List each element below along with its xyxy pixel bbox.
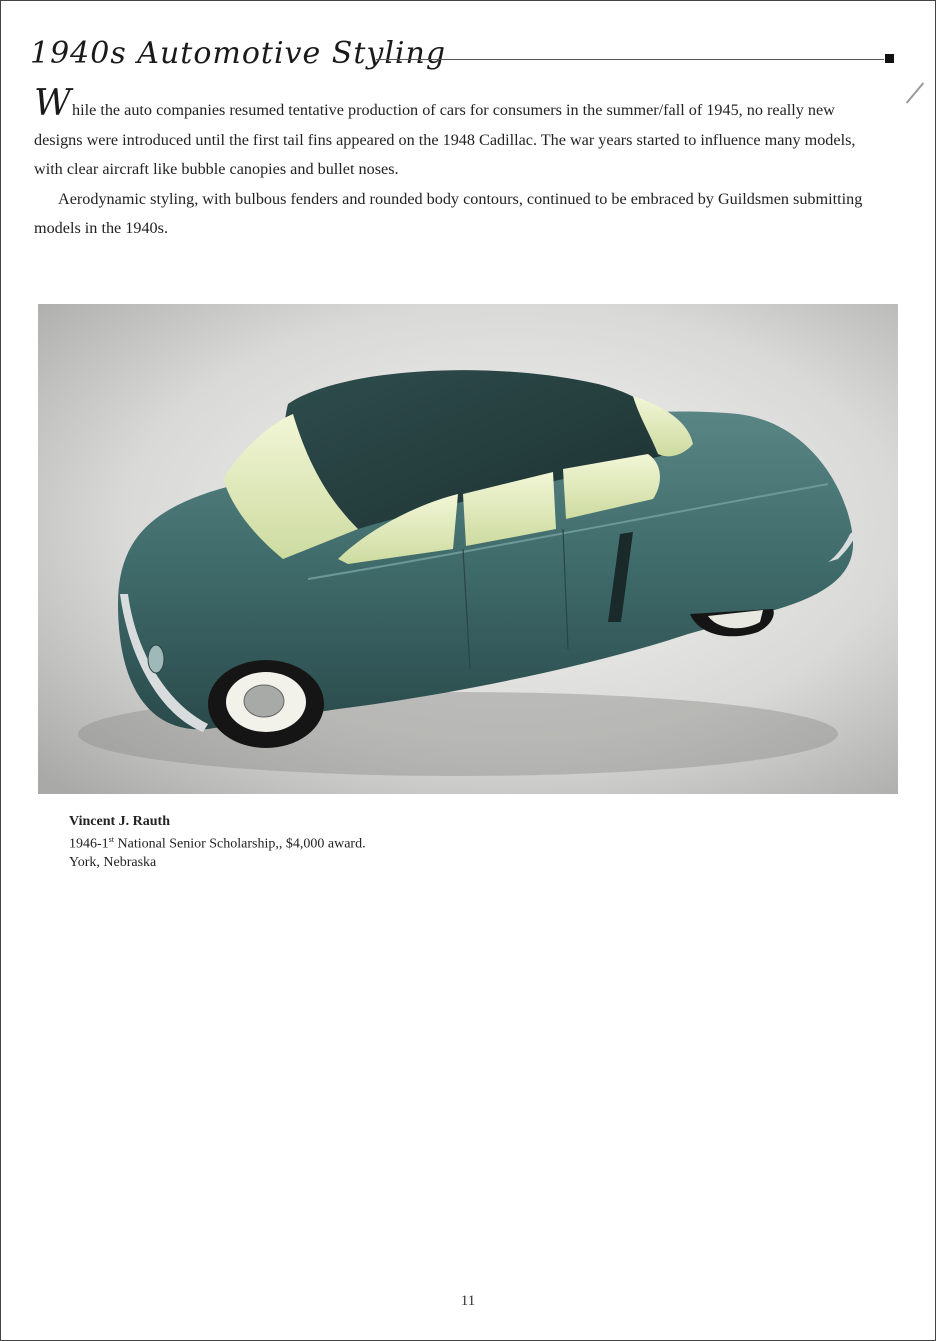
page-number: 11 — [460, 1293, 476, 1309]
square-bullet-icon — [885, 54, 894, 63]
front-hubcap — [244, 685, 284, 717]
photo-caption — [69, 813, 569, 872]
body-text — [34, 83, 874, 244]
car-model-photo — [38, 304, 898, 794]
paragraph-1 — [34, 83, 874, 185]
headlight — [148, 645, 164, 673]
header — [30, 32, 900, 80]
paragraph-1-text: hile the auto companies resumed tentative production of cars for consumers in the summer/fall of 1945, no really new designs were introduced until the first tail fins appeared on the 1948 Cadillac. The war years started to influence many models, with clear aircraft like bubble canopies and bullet noses. — [34, 101, 856, 178]
page-title: 1940s Automotive Styling — [30, 36, 447, 71]
paragraph-2: Aerodynamic styling, with bulbous fenders and rounded body contours, continued to be embraced by Guildsmen submitting models in the 1940s. — [34, 189, 863, 237]
caption-award: 1946-1st National Senior Scholarship,, $4,000 award. — [69, 835, 366, 852]
title-divider — [376, 59, 884, 60]
caption-location: York, Nebraska — [69, 854, 157, 870]
drop-cap: W — [34, 83, 72, 124]
caption-name: Vincent J. Rauth — [69, 814, 170, 829]
